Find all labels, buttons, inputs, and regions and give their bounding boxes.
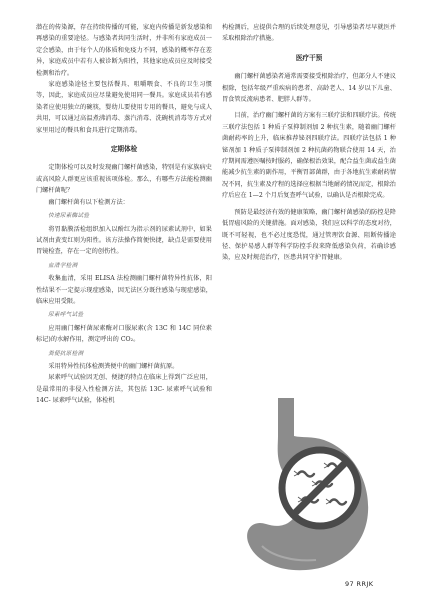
method-label: 血清学检测 — [48, 262, 78, 269]
paragraph: 家庭感染途径主要包括餐具、咀嚼喂食、不良的卫生习惯等，因此，家庭成员应尽量避免使用同一餐具。家庭成员若有感染者应使用独立的碗筷，婴幼儿要使用专用的餐具，避免与成人共用，可以通过高温煮沸消毒、蒸汽消毒、洗碗机消毒等方式对家里用过的餐具和食具进行定期消毒。 — [36, 81, 212, 134]
page-footer — [345, 580, 373, 588]
paragraph: 收集血清，采用 ELISA 法检测幽门螺杆菌特异性抗体，阳性结果不一定提示现症感染，因无法区分既往感染与现症感染，临床应用受限。 — [36, 275, 212, 305]
right-column — [222, 22, 396, 264]
left-column — [36, 22, 212, 407]
paragraph: 尿素呼气试验因无创、便捷的特点在临床上得到广泛应用，是最常用的非侵入性检测方法，其包括 13C- 尿素呼气试验和 14C- 尿素呼气试验，体检机 — [36, 374, 212, 405]
section-heading-treatment: 医疗干预 — [295, 53, 323, 62]
paragraph: 定期体检可以及时发现幽门螺杆菌感染，特别是有家族病史或高风险人群更应该重视该项体检。那么，有哪些方法能检测幽门螺杆菌呢？ — [36, 164, 212, 195]
page-number: 97 — [345, 580, 355, 588]
paragraph: 采用特异性抗体检测粪便中的幽门螺杆菌抗原。 — [48, 362, 179, 370]
paragraph: 应用幽门螺杆菌尿素酶对口服尿素(含 13C 和 14C 同位素标记)的水解作用，测定呼出的 CO₂。 — [36, 324, 212, 344]
method-label: 尿素呼气试验 — [48, 312, 84, 319]
stomach-with-bacteria-prohibition-icon — [232, 396, 382, 574]
paragraph: 幽门螺杆菌有以下检测方法： — [48, 198, 129, 206]
section-heading-checkup: 定期体检 — [110, 145, 138, 154]
paragraph: 将胃黏膜活检组织加入以酚红为指示剂的尿素试剂中，如果试剂由黄变红则为阳性。该方法操作简便快捷，缺点是需要使用胃镜检查，存在一定的创伤性。 — [36, 225, 212, 256]
paragraph: 预防是最经济有效的健康策略，幽门螺杆菌感染的防控是降低胃癌风险的关键措施。面对感染，我们应以科学的态度对待，既不可轻视，也不必过度恐慌，通过管理饮食源、阻断传播途径、保护易感人群等科学防控手段来降低感染负荷，若确诊感染，应及时规范治疗，医患共同守护胃健康。 — [222, 208, 396, 262]
method-label: 快速尿素酶试验 — [48, 213, 90, 220]
paragraph: 目前，治疗幽门螺杆菌的方案有三联疗法和四联疗法。传统三联疗法包括 1 种质子泵抑制剂加 2 种抗生素，随着幽门螺杆菌耐药率的上升，临床推荐铋剂四联疗法。四联疗法包括 1 种铋剂加 1 种质子泵抑制剂加 2 种抗菌药物联合使用 14 天，治疗期间需遵医嘱按时服药，确保根治效果，配合益生菌或益生菌能减少抗生素的副作用，平衡胃部菌群，由于各地抗生素耐药情况不同，抗生素及疗程的选择应根据当地耐药情况而定，根除治疗后应在 1—2 个月后复查呼气试验，以确认是否根除完成。 — [222, 112, 396, 200]
paragraph: 构检测后，应提供合理的后续处理意见，引导感染者尽早就医并采取根除治疗措施。 — [222, 24, 396, 43]
method-label: 粪便抗原检测 — [48, 350, 84, 357]
paragraph: 幽门螺杆菌感染者通常需要接受根除治疗，但部分人不建议根除，包括年级严重疾病的患者、高龄老人、14 岁以下儿童、胃食管反流病患者、肥胖人群等。 — [222, 73, 396, 104]
journal-code: RRJK — [356, 580, 374, 588]
paragraph: 潜在的传染源，存在持续传播的可能，家庭内传播是新发感染和再感染的重要途径。与感染者共同生活时，并非所有家庭成员一定会感染，由于每个人的体质和免疫力不同，感染的概率存在差异，家庭成员中若有人被诊断为阳性，其他家庭成员应及时接受检测和治疗。 — [36, 24, 212, 77]
